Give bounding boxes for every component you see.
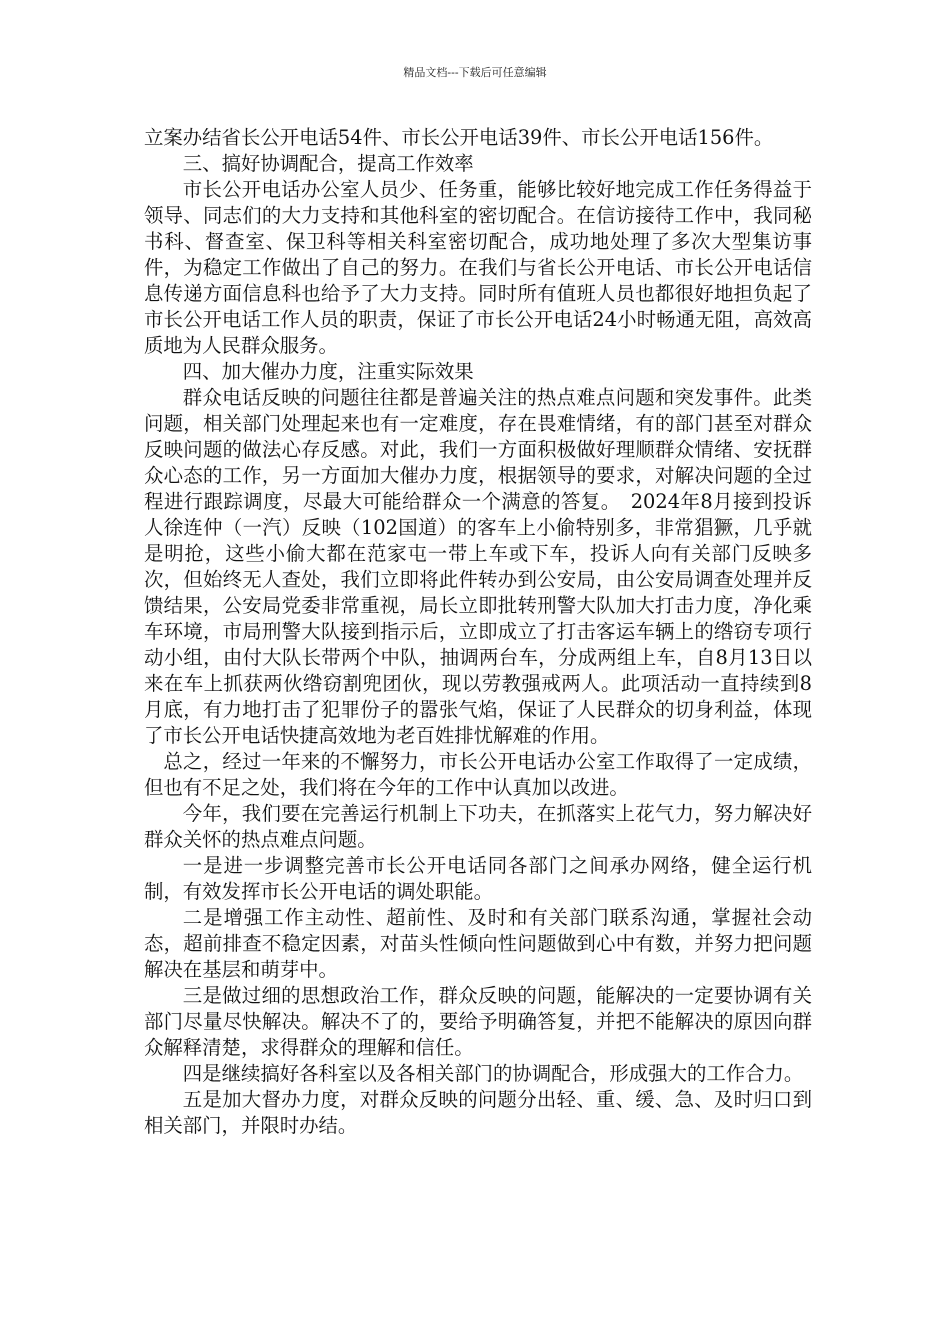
paragraph-plan-five: 五是加大督办力度，对群众反映的问题分出轻、重、缓、急、及时归口到相关部门，并限时办结。 (144, 1088, 812, 1137)
paragraph-plan-one: 一是进一步调整完善市长公开电话同各部门之间承办网络，健全运行机制，有效发挥市长公开电话的调处职能。 (144, 854, 812, 903)
section-heading-supervision: 四、加大催办力度，注重实际效果 (182, 360, 474, 383)
paragraph-plan-four: 四是继续搞好各科室以及各相关部门的协调配合，形成强大的工作合力。 (182, 1062, 804, 1085)
paragraph-coordination: 市长公开电话办公室人员少、任务重，能够比较好地完成工作任务得益于领导、同志们的大力支持和其他科室的密切配合。在信访接待工作中，我同秘书科、督查室、保卫科等相关科室密切配合，成功地处理了多次大型集访事件，为稳定工作做出了自己的努力。在我们与省长公开电话、市长公开电话信息传递方面信息科也给予了大力支持。同时所有值班人员也都很好地担负起了市长公开电话工作人员的职责，保证了市长公开电话24小时畅通无阻，高效高质地为人民群众服务。 (144, 178, 812, 357)
section-heading-coordination: 三、搞好协调配合，提高工作效率 (182, 152, 474, 175)
paragraph-plan-three: 三是做过细的思想政治工作，群众反映的问题，能解决的一定要协调有关部门尽量尽快解决。解决不了的，要给予明确答复，并把不能解决的原因向群众解释清楚，求得群众的理解和信任。 (144, 984, 812, 1059)
paragraph-plan-two: 二是增强工作主动性、超前性、及时和有关部门联系沟通，掌握社会动态，超前排查不稳定因素，对苗头性倾向性问题做到心中有数，并努力把问题解决在基层和萌芽中。 (144, 906, 812, 981)
paragraph-this-year: 今年，我们要在完善运行机制上下功夫，在抓落实上花气力，努力解决好群众关怀的热点难点问题。 (144, 802, 812, 851)
paragraph-supervision: 群众电话反映的问题往往都是普遍关注的热点难点问题和突发事件。此类问题，相关部门处理起来也有一定难度，存在畏难情绪，有的部门甚至对群众反映问题的做法心存反感。对此，我们一方面积极做好理顺群众情绪、安抚群众心态的工作，另一方面加大催办力度，根据领导的要求，对解决问题的全过程进行跟踪调度，尽最大可能给群众一个满意的答复。 2024年8月接到投诉人徐连仲（一汽）反映（102国道）的客车上小偷特别多，非常猖獗，几乎就是明抢，这些小偷大都在范家屯一带上车或下车，投诉人向有关部门反映多次，但始终无人查处，我们立即将此件转办到公安局，由公安局调查处理并反馈结果，公安局党委非常重视，局长立即批转刑警大队加大打击力度，净化乘车环境，市局刑警大队接到指示后，立即成立了打击客运车辆上的绺窃专项行动小组，由付大队长带两个中队，抽调两台车，分成两组上车，自8月13日以来在车上抓获两伙绺窃割兜团伙，现以劳教强戒两人。此项活动一直持续到8月底，有力地打击了犯罪份子的嚣张气焰，保证了人民群众的切身利益，体现了市长公开电话快捷高效地为老百姓排忧解难的作用。 (144, 386, 812, 747)
page-header: 精品文档---下载后可任意编辑 (403, 66, 547, 79)
paragraph-statistics: 立案办结省长公开电话54件、市长公开电话39件、市长公开电话156件。 (144, 126, 774, 149)
document-body (144, 125, 812, 1139)
paragraph-summary: 总之，经过一年来的不懈努力，市长公开电话办公室工作取得了一定成绩，但也有不足之处，我们将在今年的工作中认真加以改进。 (144, 750, 812, 799)
